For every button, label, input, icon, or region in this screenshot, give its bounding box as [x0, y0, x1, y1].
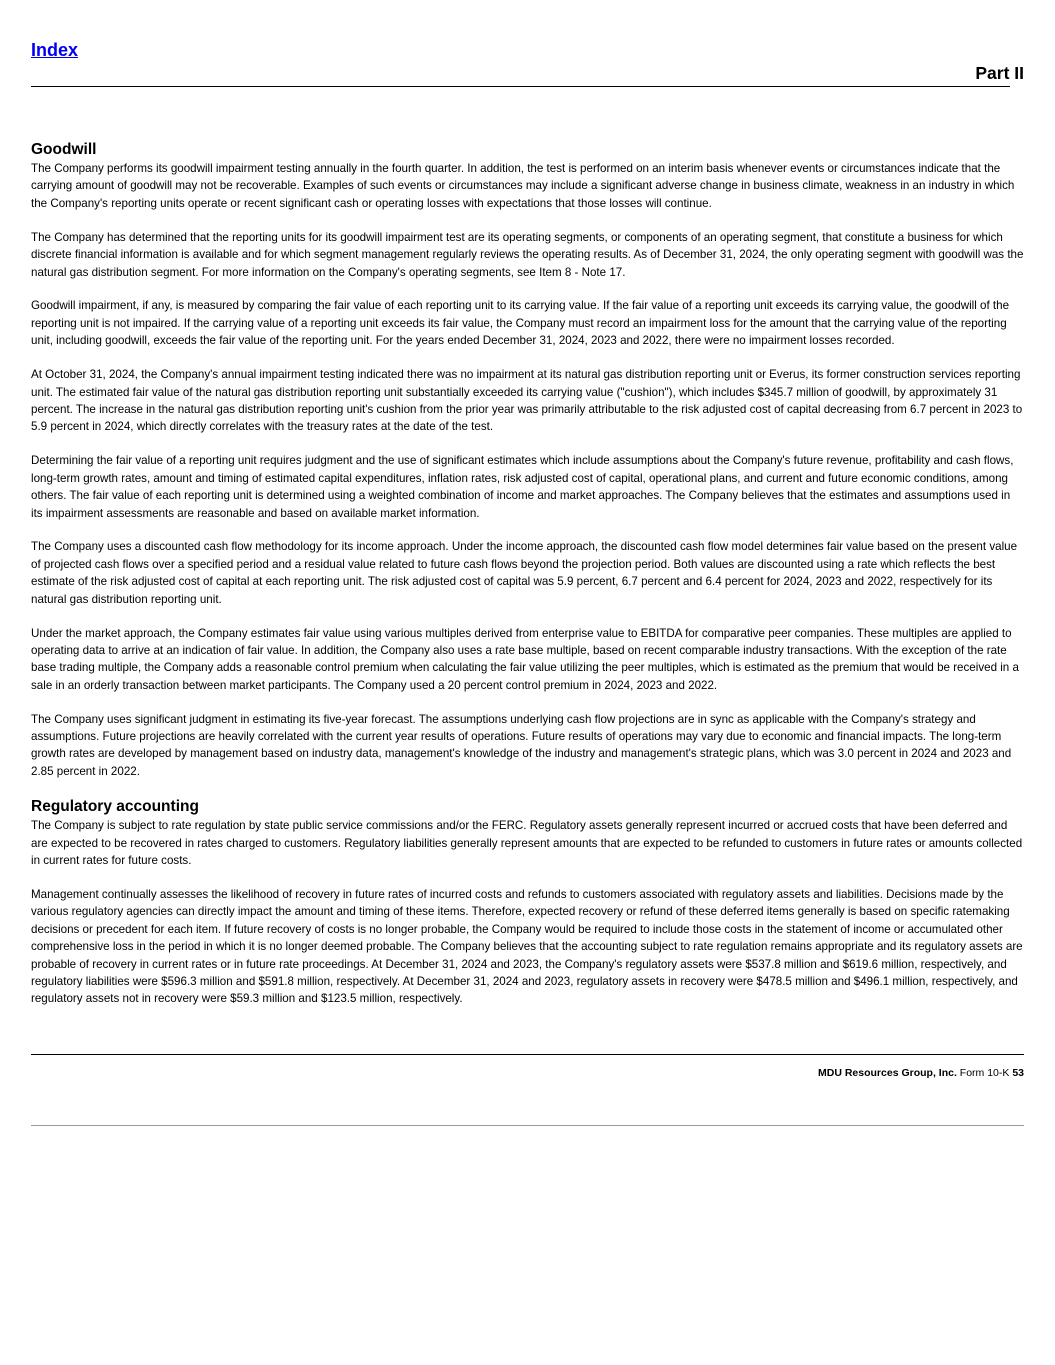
page-content — [31, 140, 1024, 1008]
regulatory-paragraph-1: The Company is subject to rate regulation by state public service commissions and/or the FERC. Regulatory assets generally represent incurred or accrued costs that have been deferred and are expected to be recovered in rates charged to customers. Regulatory liabilities generally represent amounts that are expected to be refunded to customers in future rates or amounts collected in current rates for future costs. — [31, 819, 1023, 868]
goodwill-paragraph-6: The Company uses a discounted cash flow methodology for its income approach. Under the income approach, the discounted cash flow model determines fair value based on the present value of projected cash flows over a specified period and a residual value related to future cash flows beyond the projection period. Both values are discounted using a rate which reflects the best estimate of the risk adjusted cost of capital at each reporting unit. The risk adjusted cost of capital was 5.9 percent, 6.7 percent and 6.4 percent for 2024, 2023 and 2022, respectively for its natural gas distribution reporting unit. — [31, 540, 1018, 606]
index-link[interactable]: Index — [31, 40, 79, 60]
section-title-regulatory-accounting: Regulatory accounting — [31, 798, 199, 816]
regulatory-paragraph-2: Management continually assesses the likelihood of recovery in future rates of incurred costs and refunds to customers associated with regulatory assets and liabilities. Decisions made by the various regulatory agencies can directly impact the amount and timing of these items. Therefore, expected recovery or refund of these deferred items generally is based on specific ratemaking decisions or precedent for each item. If future recovery of costs is no longer probable, the Company would be required to include those costs in the statement of income or accumulated other comprehensive loss in the period in which it is no longer deemed probable. The Company believes that the accounting subject to rate regulation remains appropriate and its regulatory assets are probable of recovery in current rates or in future rate proceedings. At December 31, 2024 and 2023, the Company's regulatory assets were $537.8 million and $619.6 million, respectively, and regulatory liabilities were $596.3 million and $591.8 million, respectively. At December 31, 2024 and 2023, regulatory assets in recovery were $478.5 million and $496.1 million, respectively, and regulatory assets not in recovery were $59.3 million and $123.5 million, respectively. — [31, 888, 1023, 1006]
goodwill-paragraph-2: The Company has determined that the reporting units for its goodwill impairment test are its operating segments, or components of an operating segment, that constitute a business for which discrete financial information is available and for which segment management regularly reviews the operating results. As of December 31, 2024, the only operating segment with goodwill was the natural gas distribution segment. For more information on the Company's operating segments, see Item 8 - Note 17. — [31, 230, 1024, 279]
footer-page-number: 53 — [1012, 1067, 1024, 1079]
goodwill-paragraph-7: Under the market approach, the Company estimates fair value using various multiples derived from enterprise value to EBITDA for comparative peer companies. These multiples are applied to operating data to arrive at an indication of fair value. In addition, the Company also uses a rate base multiple, based on recent comparable industry transactions. With the exception of the rate base trading multiple, the Company adds a reasonable control premium when calculating the fair value utilizing the peer multiples, which is estimated as the premium that would be received in a sale in an orderly transaction between market participants. The Company used a 20 percent control premium in 2024, 2023 and 2022. — [31, 626, 1019, 692]
footer-divider — [31, 1054, 1024, 1055]
footer-form: Form 10-K — [959, 1067, 1010, 1079]
goodwill-paragraph-5: Determining the fair value of a reporting unit requires judgment and the use of significant estimates which include assumptions about the Company's future revenue, profitability and cash flows, long-term growth rates, amount and timing of estimated capital expenditures, inflation rates, risk adjusted cost of capital, operational plans, and current and future economic conditions, among others. The fair value of each reporting unit is determined using a weighted combination of income and market approaches. The Company believes that the estimates and assumptions used in its impairment assessments are reasonable and based on available market information. — [31, 454, 1014, 520]
section-title-goodwill: Goodwill — [31, 141, 97, 158]
goodwill-paragraph-8: The Company uses significant judgment in estimating its five-year forecast. The assumptions underlying cash flow projections are in sync as applicable with the Company's strategy and assumptions. Future projections are heavily correlated with the current year results of operations. Future results of operations may vary due to economic and financial impacts. The long-term growth rates are developed by management based on industry data, management's knowledge of the industry and management's strategic plans, which was 3.0 percent in 2024 and 2023 and 2.85 percent in 2022. — [31, 712, 1012, 778]
page-end-divider — [31, 1125, 1024, 1126]
goodwill-paragraph-4: At October 31, 2024, the Company's annual impairment testing indicated there was no impairment at its natural gas distribution reporting unit or Everus, its former construction services reporting unit. The estimated fair value of the natural gas distribution reporting unit substantially exceeded its carrying value ("cushion"), which includes $345.7 million of goodwill, by approximately 31 percent. The increase in the natural gas distribution reporting unit's cushion from the prior year was primarily attributable to the risk adjusted cost of capital decreasing from 6.7 percent in 2023 to 5.9 percent in 2024, which directly correlates with the treasury rates at the date of the test. — [31, 368, 1023, 434]
header-divider — [31, 86, 1010, 87]
footer-company: MDU Resources Group, Inc. — [818, 1067, 957, 1079]
goodwill-paragraph-3: Goodwill impairment, if any, is measured by comparing the fair value of each reporting unit to its carrying value. If the fair value of a reporting unit exceeds its carrying value, the goodwill of the reporting unit is not impaired. If the carrying value of a reporting unit exceeds its fair value, the Company must record an impairment loss for the amount that the carrying value of the reporting unit, including goodwill, exceeds the fair value of the reporting unit. For the years ended December 31, 2024, 2023 and 2022, there were no impairment losses recorded. — [31, 299, 1010, 348]
goodwill-paragraph-1: The Company performs its goodwill impairment testing annually in the fourth quarter. In addition, the test is performed on an interim basis whenever events or circumstances indicate that the carrying amount of goodwill may not be recoverable. Examples of such events or circumstances may include a significant adverse change in business climate, weakness in an industry in which the Company's reporting units operate or recent significant cash or operating losses with expectations that those losses will continue. — [31, 162, 1015, 210]
part-label: Part II — [975, 63, 1024, 83]
page-footer — [818, 1066, 1024, 1080]
